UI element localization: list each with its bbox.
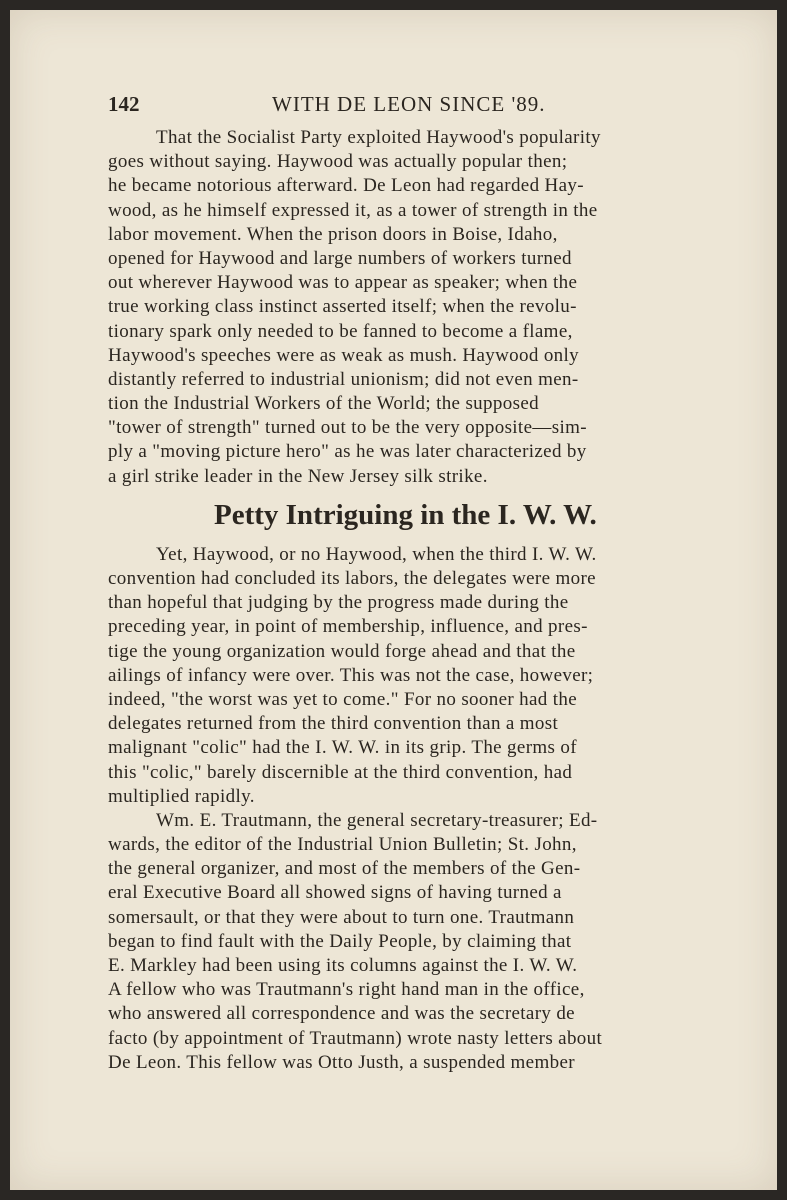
text-line: tionary spark only needed to be fanned to become a flame, <box>108 320 573 342</box>
text-line: "tower of strength" turned out to be the very opposite—sim- <box>108 417 587 439</box>
text-line: labor movement. When the prison doors in Boise, Idaho, <box>108 223 558 245</box>
text-block <box>108 92 724 1075</box>
text-line: ply a "moving picture hero" as he was later characterized by <box>108 441 587 463</box>
text-line: indeed, "the worst was yet to come." For no sooner had the <box>108 688 578 710</box>
paragraph <box>108 126 724 489</box>
text-line: distantly referred to industrial unionism; did not even men- <box>108 368 579 390</box>
text-line: delegates returned from the third convention than a most <box>108 713 559 735</box>
text-line: the general organizer, and most of the members of the Gen- <box>108 858 581 880</box>
text-line: That the Socialist Party exploited Haywood's popularity <box>156 127 601 148</box>
text-line: opened for Haywood and large numbers of workers turned <box>108 247 572 269</box>
running-title: WITH DE LEON SINCE '89. <box>272 92 546 116</box>
text-line: true working class instinct asserted itself; when the revolu- <box>108 296 577 318</box>
text-line: began to find fault with the Daily People, by claiming that <box>108 930 572 952</box>
text-line: this "colic," barely discernible at the third convention, had <box>108 761 573 783</box>
text-line: De Leon. This fellow was Otto Justh, a suspended member <box>108 1051 575 1073</box>
text-line: he became notorious afterward. De Leon had regarded Hay- <box>108 175 584 197</box>
text-line: Wm. E. Trautmann, the general secretary-treasurer; Ed- <box>156 809 598 831</box>
text-line: somersault, or that they were about to turn one. Trautmann <box>108 906 575 928</box>
text-line: preceding year, in point of membership, influence, and pres- <box>108 616 588 638</box>
text-line: multiplied rapidly. <box>108 785 255 807</box>
text-line: a girl strike leader in the New Jersey silk strike. <box>108 465 488 487</box>
text-line: A fellow who was Trautmann's right hand man in the office, <box>108 979 585 1001</box>
book-page <box>10 10 777 1190</box>
text-line: Yet, Haywood, or no Haywood, when the third I. W. W. <box>156 543 597 565</box>
text-line: out wherever Haywood was to appear as speaker; when the <box>108 272 578 294</box>
text-line: Haywood's speeches were as weak as mush. Haywood only <box>108 344 579 366</box>
paragraph <box>108 543 724 809</box>
text-line: goes without saying. Haywood was actually popular then; <box>108 151 568 173</box>
text-line: malignant "colic" had the I. W. W. in its grip. The germs of <box>108 737 577 759</box>
text-line: tion the Industrial Workers of the World; the supposed <box>108 393 539 415</box>
text-line: convention had concluded its labors, the delegates were more <box>108 568 596 589</box>
page-number: 142 <box>108 92 140 116</box>
text-line: eral Executive Board all showed signs of having turned a <box>108 882 562 904</box>
text-line: ailings of infancy were over. This was not the case, however; <box>108 664 594 686</box>
text-line: than hopeful that judging by the progress made during the <box>108 592 569 614</box>
text-line: wards, the editor of the Industrial Union Bulletin; St. John, <box>108 834 577 856</box>
text-line: E. Markley had been using its columns against the I. W. W. <box>108 955 578 976</box>
section-heading: Petty Intriguing in the I. W. W. <box>214 498 597 531</box>
paragraph <box>108 809 724 1075</box>
text-line: facto (by appointment of Trautmann) wrote nasty letters about <box>108 1027 603 1049</box>
text-line: tige the young organization would forge ahead and that the <box>108 640 576 662</box>
text-line: wood, as he himself expressed it, as a tower of strength in the <box>108 199 598 221</box>
text-line: who answered all correspondence and was the secretary de <box>108 1003 575 1025</box>
running-head <box>108 92 724 126</box>
